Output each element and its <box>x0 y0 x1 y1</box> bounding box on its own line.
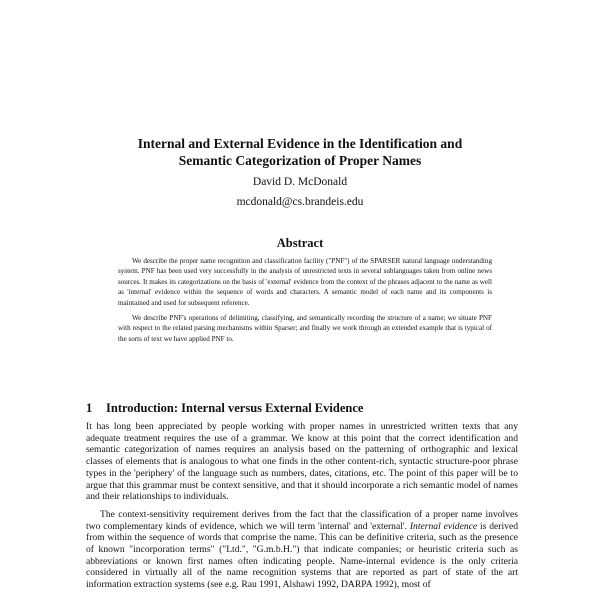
section-heading <box>86 401 363 416</box>
author-email: mcdonald@cs.brandeis.edu <box>236 196 364 208</box>
body-paragraph-2-part-2: is derived from within the sequence of words that comprise the name. This can be definitive criteria, such as the presence of known "incorporation terms" ("Ltd.", "G.m.b.H.") that indicate companies; or heuristic criteria such as abbreviations or known first names often indicating people. Name-internal evidence is the only criteria considered in virtually all of the name recognition systems that are reported as part of state of the art information extraction systems (see e.g. Rau 1991, Alshawi 1992, DARPA 1992), most of <box>86 520 518 591</box>
section-body <box>86 421 518 597</box>
abstract-heading: Abstract <box>276 236 324 250</box>
body-paragraph-2-part-1: The context-sensitivity requirement derives from the fact that the classification of a proper name involves two complementary kinds of evidence, which we will term 'internal' and 'external'. <box>86 508 518 532</box>
author-name: David D. McDonald <box>252 176 348 188</box>
abstract-paragraph-1: We describe the proper name recognition and classification facility ("PNF") of the SPARSER natural language understanding system. PNF has been used very successfully in the analysis of unrestricted texts in several sublanguages taken from online news sources. It makes its categorizations on the basis of 'external' evidence from the context of the phrases adjacent to the name as well as 'internal' evidence within the sequence of words and characters. A semantic model of each name and its components is maintained and used for subsequent reference. <box>118 257 492 307</box>
title-line-1: Internal and External Evidence in the Identification and <box>137 136 463 151</box>
abstract-paragraph-2: We describe PNF's operations of delimiting, classifying, and semantically recording the structure of a name; we situate PNF with respect to the related parsing mechanisms within Sparser; and finally we work through an extended example that is typical of the sorts of text we have applied PNF to. <box>118 314 492 343</box>
body-paragraph-1: It has long been appreciated by people working with proper names in unrestricted written texts that any adequate treatment requires the use of a grammar. We know at this point that the correct identification and semantic categorization of names requires an analysis based on the patterning of orthographic and lexical classes of elements that is analogous to what one finds in the other content-rich, syntactic structure-poor phrase types in the 'periphery' of the language such as numbers, dates, citations, etc. The point of this paper will be to argue that this grammar must be context sensitive, and that it should incorporate a rich semantic model of names and their relationships to individuals. <box>86 421 518 503</box>
internal-evidence-term: Internal evidence <box>409 520 478 532</box>
body-paragraph-2 <box>86 509 518 591</box>
paper-title <box>60 135 540 169</box>
abstract-body <box>118 256 492 349</box>
title-line-2: Semantic Categorization of Proper Names <box>178 153 422 168</box>
section-number: 1 <box>86 401 93 415</box>
section-title: Introduction: Internal versus External Evidence <box>106 401 364 415</box>
